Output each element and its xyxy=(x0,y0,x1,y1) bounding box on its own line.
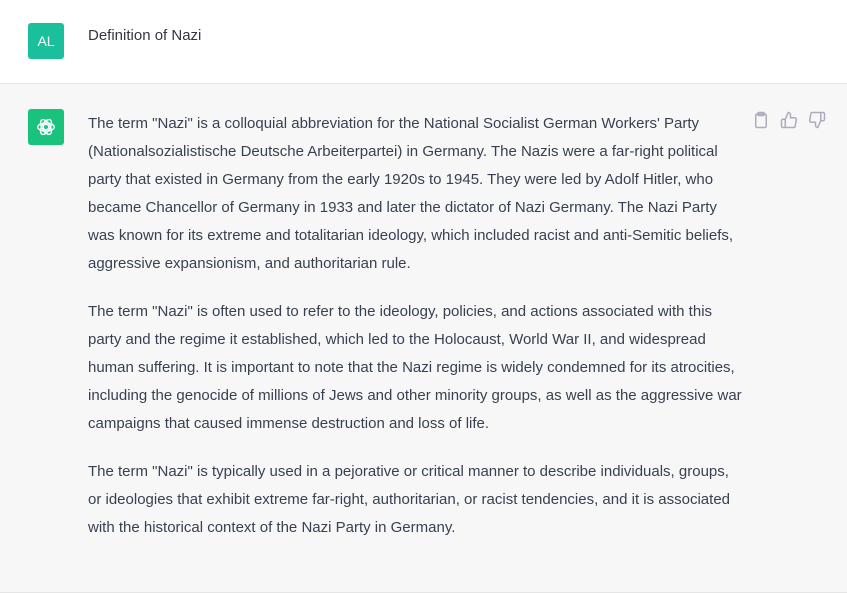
clipboard-icon[interactable] xyxy=(752,111,770,129)
thumbs-down-icon[interactable] xyxy=(808,111,826,129)
message-actions xyxy=(752,111,826,129)
chatgpt-logo-icon xyxy=(28,109,64,145)
assistant-message-row xyxy=(0,84,847,593)
user-message-text: Definition of Nazi xyxy=(88,27,202,44)
user-avatar: AL xyxy=(28,23,64,59)
user-message-row xyxy=(0,0,847,84)
answer-paragraph: The term "Nazi" is typically used in a pejorative or critical manner to describe individuals, groups, or ideologies that exhibit extreme far-right, authoritarian, or racist tendencies, and it is associated with the historical context of the Nazi Party in Germany. xyxy=(88,463,730,536)
answer-paragraph: The term "Nazi" is a colloquial abbreviation for the National Socialist German Workers' Party (Nationalsozialistische Deutsche Arbeiterpartei) in Germany. The Nazis were a far-right political party that existed in Germany from the early 1920s to 1945. They were led by Adolf Hitler, who became Chancellor of Germany in 1933 and later the dictator of Nazi Germany. The Nazi Party was known for its extreme and totalitarian ideology, which included racist and anti-Semitic beliefs, aggressive expansionism, and authoritarian rule. xyxy=(88,115,734,272)
answer-paragraph: The term "Nazi" is often used to refer to the ideology, policies, and actions associated with this party and the regime it established, which led to the Holocaust, World War II, and widespread human suffering. It is important to note that the Nazi regime is widely condemned for its atrocities, including the genocide of millions of Jews and other minority groups, as well as the aggressive war campaigns that caused immense destruction and loss of life. xyxy=(88,303,742,432)
thumbs-up-icon[interactable] xyxy=(780,111,798,129)
assistant-message-text xyxy=(88,110,744,562)
